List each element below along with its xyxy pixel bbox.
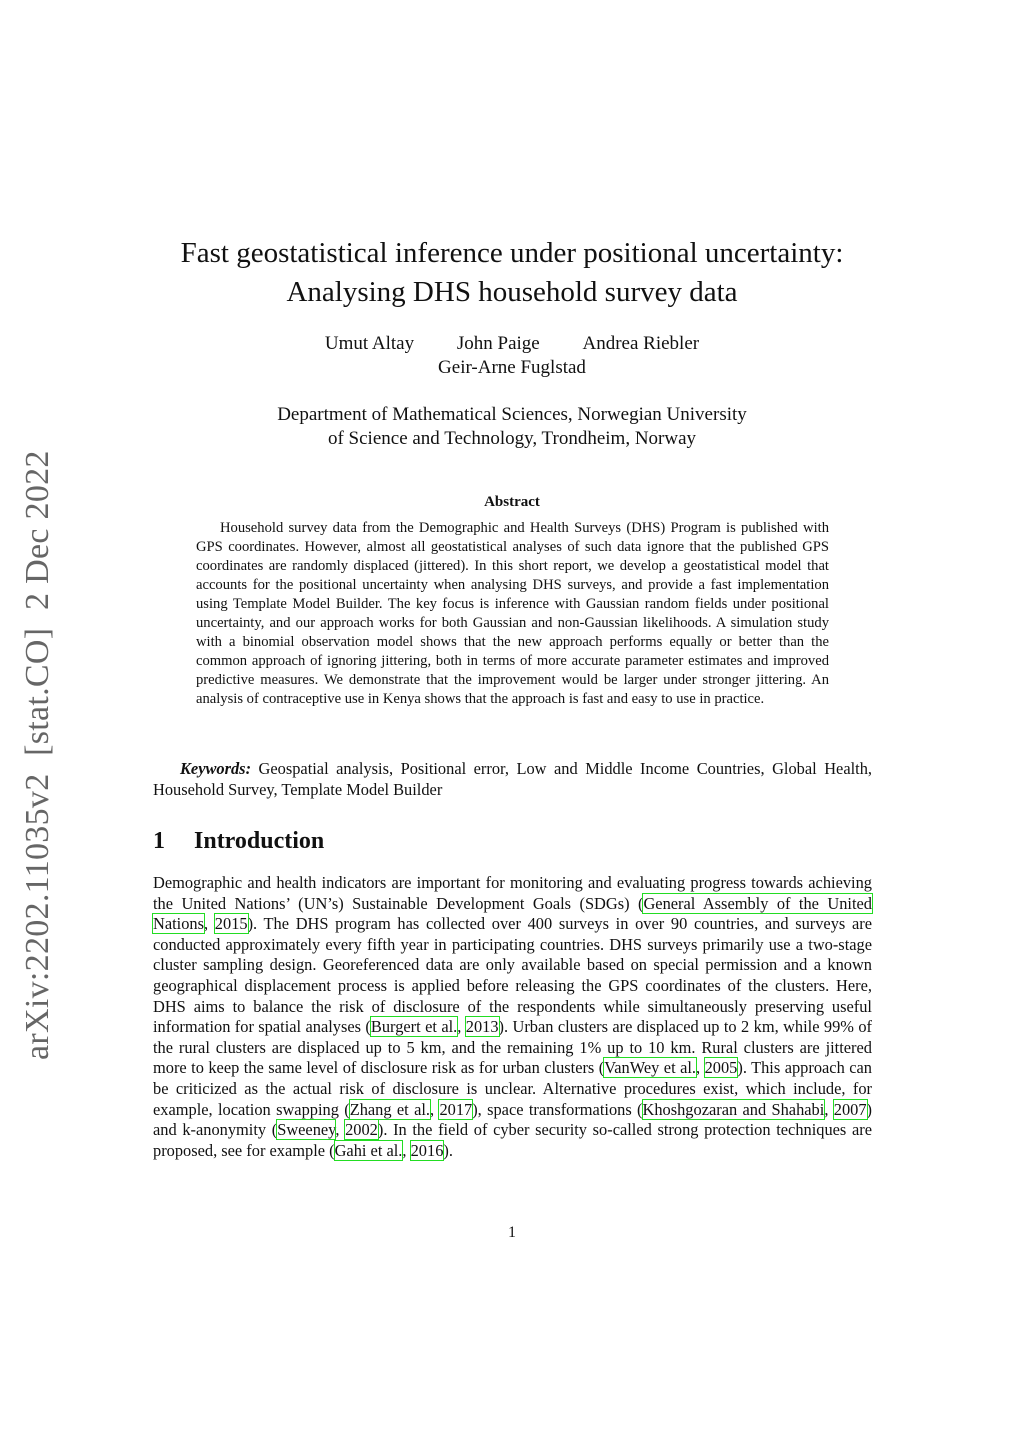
citation-link[interactable]: 2002 [345, 1120, 378, 1140]
abstract-text: Household survey data from the Demographic and Health Surveys (DHS) Program is published with GPS coordinates. However, almost all geostatistical analyses of such data ignore that the published GPS coordinates are randomly displaced (jittered). In this short report, we develop a geostatistical model that accounts for the positional uncertainty when analysing DHS surveys, and provide a fast implementation using Template Model Builder. The key focus is inference with Gaussian random fields under positional uncertainty, and our approach works for both Gaussian and non-Gaussian likelihoods. A simulation study with a binomial observation model shows that the new approach performs equally or better than the common approach of ignoring jittering, both in terms of more accurate parameter estimates and improved predictive measures. We demonstrate that the improvement would be larger under stronger jittering. An analysis of contraceptive use in Kenya shows that the approach is fast and easy to use in practice. [196, 520, 829, 707]
section-heading [153, 828, 324, 855]
author-row [100, 332, 924, 356]
affiliation-line-2: of Science and Technology, Trondheim, Norway [327, 428, 697, 449]
intro-text: ). In the field of cyber security so-called strong protection techniques are proposed, see for example ( [153, 1120, 872, 1160]
intro-text: ). The DHS program has collected over 400 surveys in over 90 countries, and surveys are conducted approximately every fifth year in participating countries. DHS surveys primarily use a two-stage cluster sampling design. Georeferenced data are only available based on special permission and a known geographical displacement process is applied before releasing the GPS coordinates of the clusters. Here, DHS aims to balance the risk of disclosure of the respondents while simultaneously preserving useful information for spatial analyses ( [153, 914, 872, 1037]
intro-text: ). This approach can be criticized as the actual risk of disclosure is unclear. Alternative procedures exist, which include, for example, location swapping ( [153, 1058, 872, 1119]
intro-text: ). [443, 1140, 453, 1160]
citation-link[interactable]: Zhang et al. [349, 1099, 430, 1119]
author-list [100, 332, 924, 380]
intro-text: , [402, 1140, 411, 1160]
citation-link[interactable]: Burgert et al. [370, 1017, 458, 1037]
intro-text: , [457, 1017, 466, 1037]
citation-link[interactable]: 2016 [410, 1140, 444, 1160]
section-number: 1 [153, 828, 165, 854]
intro-text: ) and k-anonymity ( [153, 1099, 872, 1140]
keywords-label: Keywords: [180, 759, 252, 778]
citation-link[interactable]: 2013 [465, 1017, 499, 1037]
citation-link[interactable]: 2015 [214, 914, 248, 934]
intro-text: , [335, 1120, 346, 1140]
intro-text: , [696, 1058, 705, 1078]
citation-link[interactable]: 2005 [704, 1058, 738, 1078]
title-line-2: Analysing DHS household survey data [286, 276, 738, 308]
keywords-text: Geospatial analysis, Positional error, Low and Middle Income Countries, Global Health, Household Survey, Template Model Builder [153, 759, 872, 799]
author-name: Andrea Riebler [582, 333, 700, 354]
page-number: 1 [508, 1224, 516, 1241]
paper-title [100, 234, 924, 312]
abstract-heading: Abstract [484, 494, 540, 510]
intro-text: , [204, 914, 215, 934]
section-title: Introduction [194, 828, 325, 854]
author-name: John Paige [456, 333, 540, 354]
affiliation-line-1: Department of Mathematical Sciences, Norwegian University [277, 404, 747, 425]
author-name: Geir-Arne Fuglstad [438, 357, 586, 378]
citation-link[interactable]: Khoshgozaran and Shahabi [642, 1099, 825, 1119]
intro-text: ). Urban clusters are displaced up to 2 km, while 99% of the rural clusters are displaced up to 5 km, and the remaining 1% up to 10 km. Rural clusters are jittered more to keep the same level of disclosure risk as for urban clusters ( [153, 1017, 872, 1078]
citation-link[interactable]: Gahi et al. [334, 1140, 403, 1160]
citation-link[interactable]: Sweeney [277, 1120, 336, 1140]
arxiv-identifier-stamp: arXiv:2202.11035v2 [stat.CO] 2 Dec 2022 [19, 450, 56, 1060]
affiliation [100, 403, 924, 451]
citation-link[interactable]: 2007 [833, 1099, 867, 1119]
citation-link[interactable]: General Assembly of the United Nations [153, 893, 872, 934]
author-name: Umut Altay [324, 333, 415, 354]
intro-text: , [430, 1099, 440, 1119]
introduction-paragraph [153, 873, 872, 1161]
intro-text: Demographic and health indicators are important for monitoring and evaluating progress towards achieving the United Nations’ (UN’s) Sustainable Development Goals (SDGs) ( [153, 873, 872, 913]
citation-link[interactable]: 2017 [439, 1099, 473, 1119]
intro-text: , [824, 1099, 834, 1119]
title-line-1: Fast geostatistical inference under positional uncertainty: [180, 237, 844, 269]
intro-text: ), space transformations ( [472, 1099, 643, 1119]
keywords [153, 758, 872, 800]
citation-link[interactable]: VanWey et al. [604, 1058, 697, 1078]
